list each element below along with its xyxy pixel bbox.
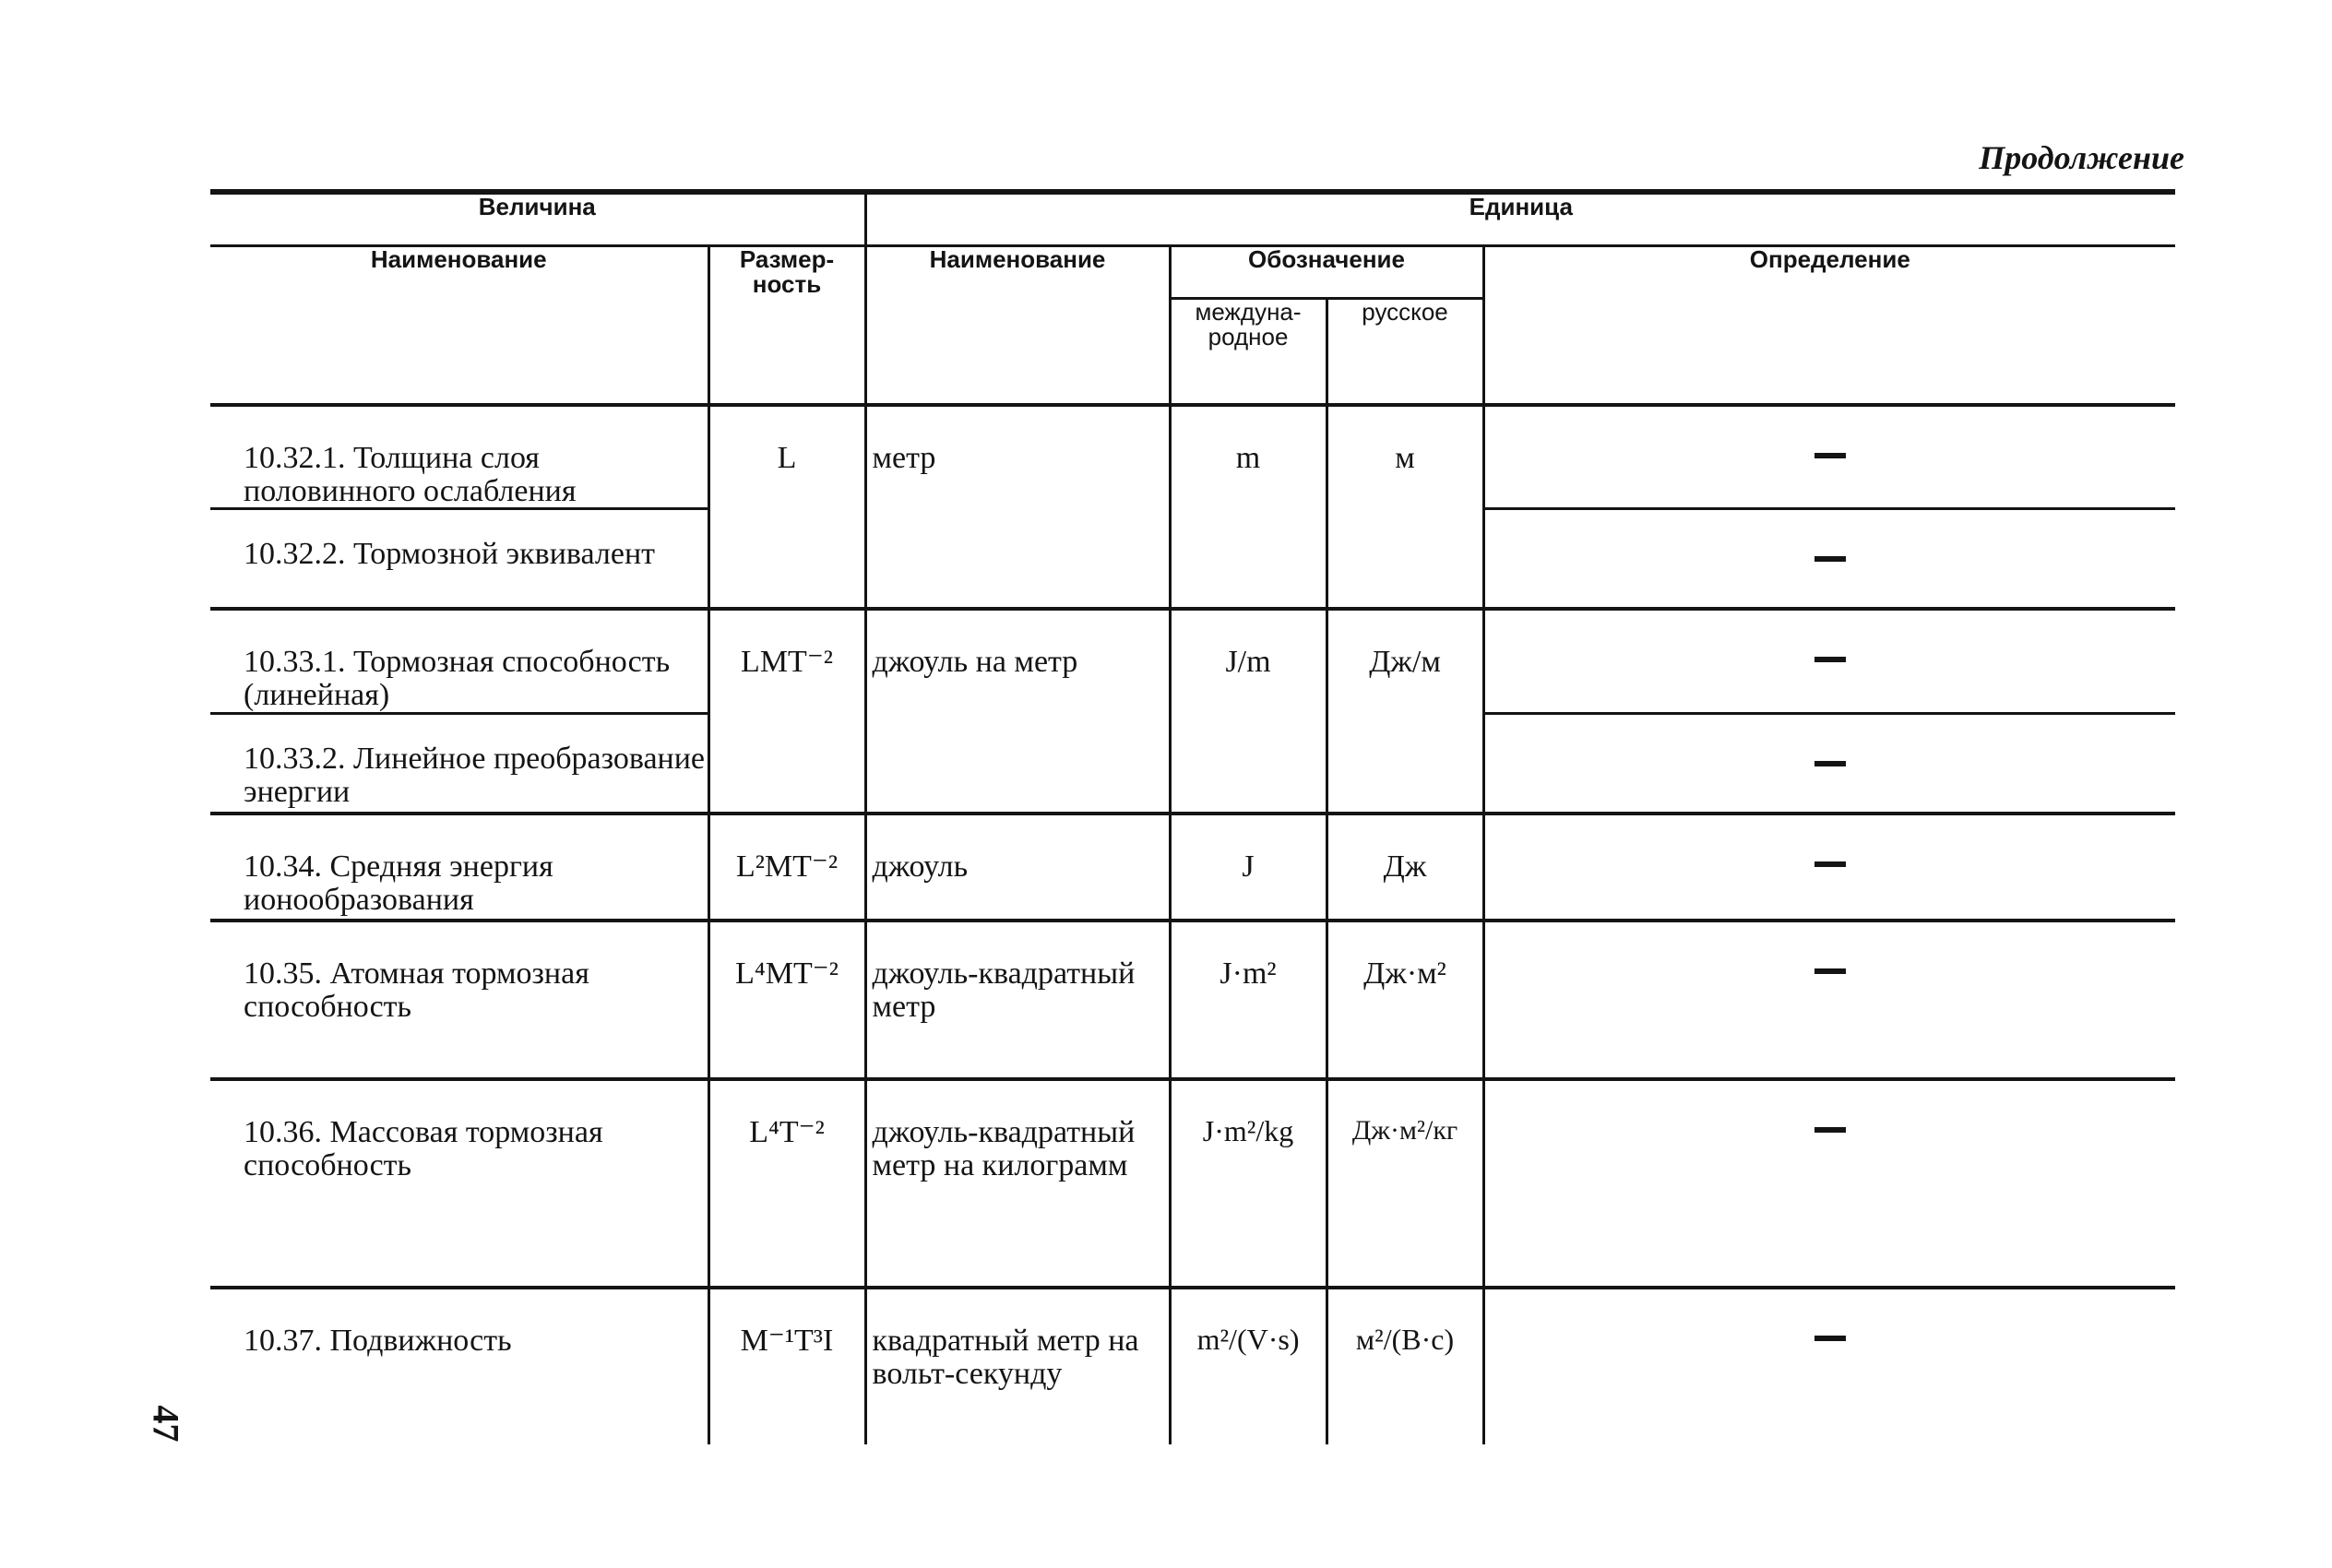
unit-name-cell: метр bbox=[865, 405, 1170, 609]
dash-mark bbox=[1814, 657, 1846, 662]
dimension-cell: L⁴T⁻² bbox=[708, 1079, 865, 1288]
dash-mark bbox=[1814, 556, 1846, 562]
definition-cell bbox=[1483, 1288, 2175, 1444]
definition-header: Определение bbox=[1483, 246, 2175, 406]
russian-header: русское bbox=[1327, 299, 1483, 406]
intl-symbol-cell: m bbox=[1170, 405, 1327, 609]
quantity-name-cell bbox=[210, 814, 708, 921]
item-number: 10.32.2. bbox=[244, 537, 346, 572]
quantity-name-cell bbox=[210, 509, 708, 609]
definition-cell bbox=[1483, 714, 2175, 814]
international-header: междуна-родное bbox=[1170, 299, 1327, 406]
table-row bbox=[210, 405, 2175, 509]
table-row bbox=[210, 814, 2175, 921]
definition-cell bbox=[1483, 1079, 2175, 1288]
definition-cell bbox=[1483, 405, 2175, 509]
intl-symbol-cell: m²/(V·s) bbox=[1170, 1288, 1327, 1444]
dash-mark bbox=[1814, 968, 1846, 974]
unit-name-cell: джоуль на метр bbox=[865, 609, 1170, 814]
quantity-name: Линейное преобразование энергии bbox=[244, 742, 706, 810]
unit-name-header: Наименование bbox=[865, 246, 1170, 406]
dimension-cell: LMT⁻² bbox=[708, 609, 865, 814]
intl-symbol-cell: J·m²/kg bbox=[1170, 1079, 1327, 1288]
quantity-name-cell bbox=[210, 609, 708, 714]
designation-header: Обозначение bbox=[1170, 246, 1483, 299]
quantity-name: Тормозной эквивалент bbox=[353, 537, 656, 572]
quantity-name: Атомная тормозная способность bbox=[244, 956, 589, 1024]
unit-name-cell: квадратный метр на вольт-секунду bbox=[865, 1288, 1170, 1444]
definition-cell bbox=[1483, 509, 2175, 609]
header-row-2 bbox=[210, 246, 2175, 299]
table-row bbox=[210, 1288, 2175, 1444]
table-row bbox=[210, 1079, 2175, 1288]
dimension-cell: M⁻¹T³I bbox=[708, 1288, 865, 1444]
intl-symbol-cell: J·m² bbox=[1170, 921, 1327, 1079]
dash-mark bbox=[1814, 1127, 1846, 1133]
quantity-name-cell bbox=[210, 1079, 708, 1288]
page-number: 47 bbox=[145, 1405, 187, 1443]
table-row bbox=[210, 609, 2175, 714]
rus-symbol-cell: Дж bbox=[1327, 814, 1483, 921]
units-table bbox=[210, 189, 2175, 1444]
continued-label: Продолжение bbox=[1979, 139, 2184, 176]
quantity-name: Массовая тормозная способность bbox=[244, 1114, 603, 1182]
quantity-name: Толщина слоя половинного ослабления bbox=[244, 441, 577, 508]
definition-cell bbox=[1483, 609, 2175, 714]
unit-name-cell: джоуль-квадратный метр bbox=[865, 921, 1170, 1079]
quantity-name-cell bbox=[210, 405, 708, 509]
definition-cell bbox=[1483, 814, 2175, 921]
unit-name-cell: джоуль-квадратный метр на килограмм bbox=[865, 1079, 1170, 1288]
item-number: 10.32.1. bbox=[244, 441, 346, 475]
unit-name-cell: джоуль bbox=[865, 814, 1170, 921]
table-row bbox=[210, 921, 2175, 1079]
quantity-name-cell bbox=[210, 921, 708, 1079]
rus-symbol-cell: м²/(В·с) bbox=[1327, 1288, 1483, 1444]
rus-symbol-cell: м bbox=[1327, 405, 1483, 609]
rus-symbol-cell: Дж·м²/кг bbox=[1327, 1079, 1483, 1288]
dash-mark bbox=[1814, 761, 1846, 766]
item-number: 10.37. bbox=[244, 1323, 322, 1358]
quantity-header: Величина bbox=[210, 192, 865, 246]
dimension-header: Размер-ность bbox=[708, 246, 865, 406]
intl-symbol-cell: J bbox=[1170, 814, 1327, 921]
name-header: Наименование bbox=[210, 246, 708, 406]
dash-mark bbox=[1814, 861, 1846, 867]
rus-symbol-cell: Дж·м² bbox=[1327, 921, 1483, 1079]
dimension-cell: L²MT⁻² bbox=[708, 814, 865, 921]
item-number: 10.35. bbox=[244, 956, 322, 991]
item-number: 10.36. bbox=[244, 1114, 322, 1149]
quantity-name-cell bbox=[210, 714, 708, 814]
intl-symbol-cell: J/m bbox=[1170, 609, 1327, 814]
item-number: 10.33.2. bbox=[244, 742, 346, 777]
quantity-name: Тормозная способность (линейная) bbox=[244, 644, 671, 712]
dimension-cell: L bbox=[708, 405, 865, 609]
dash-mark bbox=[1814, 453, 1846, 458]
header-row-1 bbox=[210, 192, 2175, 246]
quantity-name: Средняя энергия ионообразования bbox=[244, 849, 553, 917]
item-number: 10.34. bbox=[244, 849, 322, 884]
definition-cell bbox=[1483, 921, 2175, 1079]
quantity-name: Подвижность bbox=[329, 1323, 512, 1358]
quantity-name-cell bbox=[210, 1288, 708, 1444]
item-number: 10.33.1. bbox=[244, 644, 346, 679]
unit-header: Единица bbox=[865, 192, 2175, 246]
dash-mark bbox=[1814, 1336, 1846, 1341]
dimension-cell: L⁴MT⁻² bbox=[708, 921, 865, 1079]
rus-symbol-cell: Дж/м bbox=[1327, 609, 1483, 814]
